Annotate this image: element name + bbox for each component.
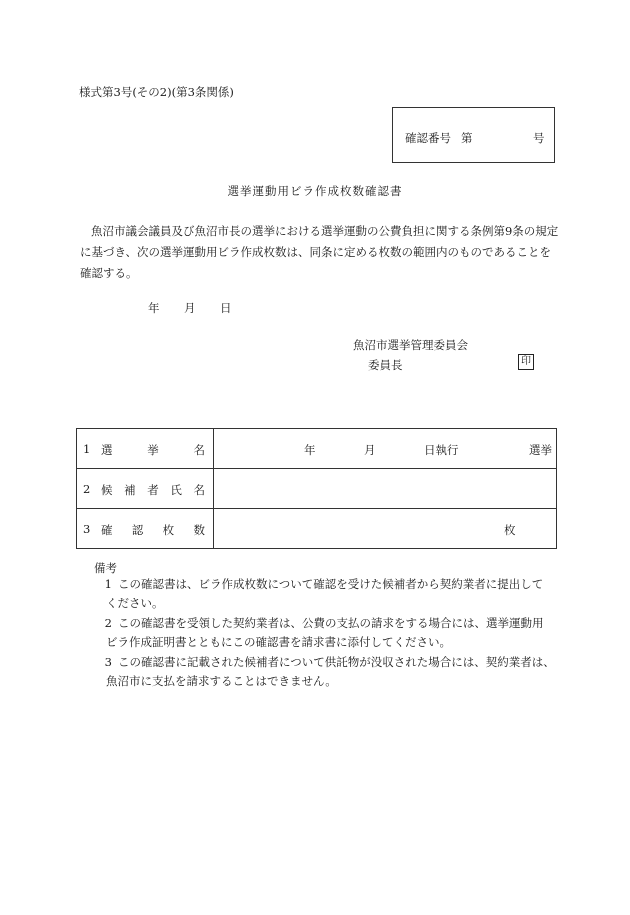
election-value-cell[interactable] — [214, 429, 557, 469]
committee-chair: 委員長 — [368, 358, 403, 372]
label-char: 確 — [101, 523, 113, 537]
label-char: 者 — [147, 483, 159, 497]
table-row — [77, 469, 557, 509]
row-label-candidate — [77, 469, 214, 509]
body-text: 魚沼市議会議員及び魚沼市長の選挙における選挙運動の公費負担に関する条例第9条の規定に基づき、次の選挙運動用ビラ作成枚数は、同条に定める枚数の範囲内のものであることを確認する。 — [80, 224, 559, 280]
row-label-election — [77, 429, 214, 469]
label-char: 挙 — [147, 443, 159, 457]
row-label — [101, 482, 205, 498]
notes-heading: 備考 — [94, 561, 117, 575]
label-char: 補 — [124, 483, 136, 497]
form-reference: 様式第3号(その2)(第3条関係) — [79, 85, 234, 99]
body-paragraph — [80, 221, 560, 284]
label-char: 数 — [193, 523, 205, 537]
value-election: 選挙 — [529, 443, 552, 457]
info-table — [76, 428, 557, 549]
label-char: 認 — [131, 523, 144, 537]
note-number: 2 — [104, 616, 112, 630]
note-text-cont: ください。 — [106, 596, 164, 610]
label-char: 枚 — [162, 523, 175, 537]
note-text-cont: ビラ作成証明書とともにこの確認書を請求書に添付してください。 — [106, 635, 451, 649]
date-day: 日 — [220, 301, 232, 315]
note-text-cont: 魚沼市に支払を請求することはできません。 — [106, 674, 337, 688]
candidate-value-cell[interactable] — [214, 469, 557, 509]
committee-name: 魚沼市選挙管理委員会 — [353, 338, 468, 352]
table-row — [77, 509, 557, 549]
date-month: 月 — [184, 301, 196, 315]
confirmation-number-label: 確認番号 — [405, 131, 451, 145]
label-char: 氏 — [170, 483, 182, 497]
row-number: 3 — [83, 522, 91, 536]
row-label — [101, 442, 205, 458]
label-char: 名 — [193, 483, 205, 497]
note-item — [80, 653, 560, 691]
value-month: 月 — [364, 443, 376, 457]
seal-mark: 印 — [518, 354, 534, 370]
document-title: 選挙運動用ビラ作成枚数確認書 — [227, 184, 403, 198]
value-sheets-unit: 枚 — [504, 523, 516, 537]
label-char: 候 — [101, 483, 113, 497]
row-label — [101, 522, 205, 538]
value-year: 年 — [304, 443, 316, 457]
value-day-held: 日執行 — [424, 443, 459, 457]
note-text: この確認書は、ビラ作成枚数について確認を受けた候補者から契約業者に提出して — [118, 577, 544, 591]
note-item — [80, 614, 560, 652]
count-value-cell[interactable] — [214, 509, 557, 549]
note-item — [80, 575, 560, 613]
row-number: 1 — [83, 442, 91, 456]
label-char: 選 — [101, 443, 113, 457]
date-year: 年 — [148, 301, 160, 315]
confirmation-number-box — [392, 107, 555, 163]
note-text: この確認書を受領した契約業者は、公費の支払の請求をする場合には、選挙運動用 — [118, 616, 544, 630]
label-char: 名 — [193, 443, 205, 457]
note-text: この確認書に記載された候補者について供託物が没収された場合には、契約業者は、 — [118, 655, 555, 669]
note-number: 1 — [104, 577, 112, 591]
row-number: 2 — [83, 482, 91, 496]
row-label-count — [77, 509, 214, 549]
table-row — [77, 429, 557, 469]
note-number: 3 — [104, 655, 112, 669]
confirmation-number-prefix: 第 — [461, 131, 473, 145]
confirmation-number-suffix: 号 — [533, 131, 545, 145]
